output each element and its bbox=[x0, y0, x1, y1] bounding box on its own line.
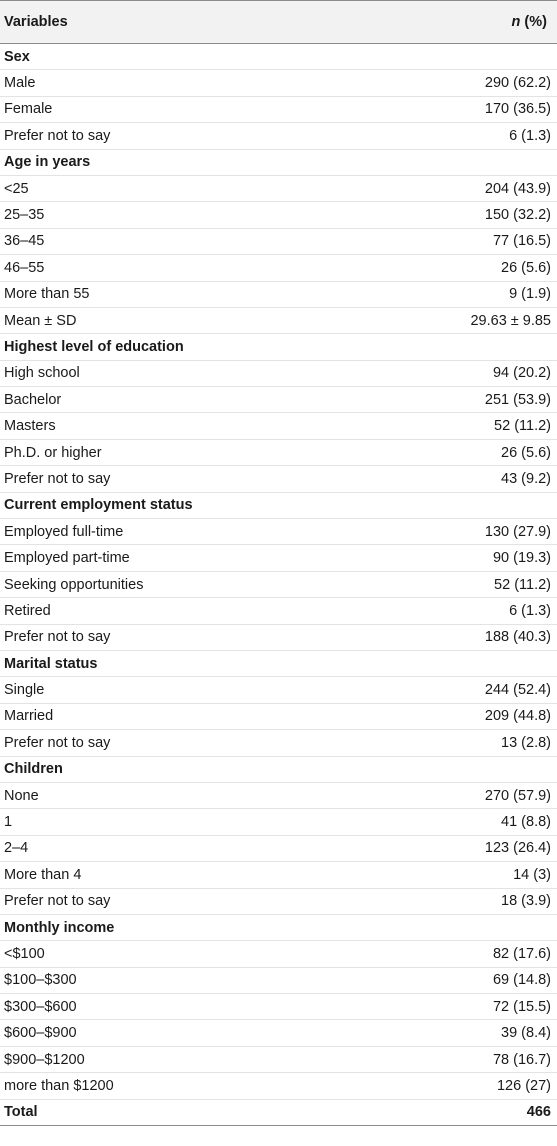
table-row bbox=[0, 466, 557, 492]
row-value: 69 (14.8) bbox=[492, 972, 551, 989]
row-value: 14 (3) bbox=[513, 866, 551, 883]
row-value: 82 (17.6) bbox=[492, 945, 551, 962]
row-label: <$100 bbox=[4, 945, 45, 962]
row-label: Monthly income bbox=[4, 919, 115, 936]
row-label: Prefer not to say bbox=[4, 470, 111, 487]
row-value: 43 (9.2) bbox=[501, 470, 551, 487]
section-header-row bbox=[0, 651, 557, 677]
total-row bbox=[0, 1100, 557, 1126]
section-header-row bbox=[0, 334, 557, 360]
section-header-row bbox=[0, 44, 557, 70]
row-label: $100–$300 bbox=[4, 972, 77, 989]
table-row bbox=[0, 1020, 557, 1046]
table-row bbox=[0, 70, 557, 96]
row-value: 72 (15.5) bbox=[492, 998, 551, 1015]
row-label: Prefer not to say bbox=[4, 893, 111, 910]
row-value: 244 (52.4) bbox=[484, 682, 551, 699]
row-label: Employed full-time bbox=[4, 523, 124, 540]
row-label: Prefer not to say bbox=[4, 629, 111, 646]
row-value: 270 (57.9) bbox=[484, 787, 551, 804]
table-row bbox=[0, 598, 557, 624]
table-row bbox=[0, 413, 557, 439]
table-row bbox=[0, 677, 557, 703]
table-row bbox=[0, 809, 557, 835]
row-value: 126 (27) bbox=[496, 1077, 551, 1094]
row-label: 36–45 bbox=[4, 233, 45, 250]
row-value: 13 (2.8) bbox=[501, 734, 551, 751]
row-value: 78 (16.7) bbox=[492, 1051, 551, 1068]
row-label: Marital status bbox=[4, 655, 98, 672]
row-label: $900–$1200 bbox=[4, 1051, 85, 1068]
row-label: Current employment status bbox=[4, 497, 193, 514]
row-label: 2–4 bbox=[4, 840, 29, 857]
table-row bbox=[0, 1047, 557, 1073]
table-row bbox=[0, 572, 557, 598]
row-value: 26 (5.6) bbox=[501, 259, 551, 276]
row-value: 466 bbox=[526, 1104, 551, 1121]
row-value: 26 (5.6) bbox=[501, 444, 551, 461]
table-row bbox=[0, 387, 557, 413]
row-label: Mean ± SD bbox=[4, 312, 77, 329]
table-row bbox=[0, 625, 557, 651]
row-value: 170 (36.5) bbox=[484, 101, 551, 118]
row-value: 9 (1.9) bbox=[509, 286, 551, 303]
header-n-percent bbox=[512, 14, 553, 30]
table-body bbox=[0, 44, 557, 1126]
row-label: None bbox=[4, 787, 39, 804]
row-value: 94 (20.2) bbox=[492, 365, 551, 382]
section-header-row bbox=[0, 493, 557, 519]
row-value: 209 (44.8) bbox=[484, 708, 551, 725]
row-label: <25 bbox=[4, 180, 29, 197]
table-row bbox=[0, 97, 557, 123]
row-label: Married bbox=[4, 708, 54, 725]
table-row bbox=[0, 176, 557, 202]
table-row bbox=[0, 836, 557, 862]
row-value: 204 (43.9) bbox=[484, 180, 551, 197]
row-label: Age in years bbox=[4, 154, 91, 171]
table-row bbox=[0, 1073, 557, 1099]
row-label: Prefer not to say bbox=[4, 734, 111, 751]
section-header-row bbox=[0, 757, 557, 783]
row-value: 123 (26.4) bbox=[484, 840, 551, 857]
header-variables: Variables bbox=[4, 14, 68, 30]
table-row bbox=[0, 255, 557, 281]
row-label: Highest level of education bbox=[4, 338, 184, 355]
row-label: Female bbox=[4, 101, 53, 118]
table-row bbox=[0, 704, 557, 730]
table-row bbox=[0, 730, 557, 756]
row-value: 29.63 ± 9.85 bbox=[470, 312, 551, 329]
row-label: $600–$900 bbox=[4, 1025, 77, 1042]
table-row bbox=[0, 440, 557, 466]
table-row bbox=[0, 968, 557, 994]
row-label: Single bbox=[4, 682, 45, 699]
row-label: Children bbox=[4, 761, 63, 778]
row-label: Total bbox=[4, 1104, 38, 1121]
header-n: n bbox=[511, 14, 521, 30]
row-value: 39 (8.4) bbox=[501, 1025, 551, 1042]
table-row bbox=[0, 862, 557, 888]
table-row bbox=[0, 545, 557, 571]
row-value: 188 (40.3) bbox=[484, 629, 551, 646]
table-row bbox=[0, 282, 557, 308]
row-label: Ph.D. or higher bbox=[4, 444, 102, 461]
row-value: 130 (27.9) bbox=[484, 523, 551, 540]
row-label: More than 4 bbox=[4, 866, 82, 883]
table-row bbox=[0, 889, 557, 915]
table-row bbox=[0, 783, 557, 809]
row-label: Bachelor bbox=[4, 391, 62, 408]
row-value: 290 (62.2) bbox=[484, 75, 551, 92]
row-label: 1 bbox=[4, 814, 13, 831]
row-label: $300–$600 bbox=[4, 998, 77, 1015]
row-label: more than $1200 bbox=[4, 1077, 114, 1094]
row-value: 251 (53.9) bbox=[484, 391, 551, 408]
row-value: 6 (1.3) bbox=[509, 602, 551, 619]
row-label: Retired bbox=[4, 602, 51, 619]
table-row bbox=[0, 361, 557, 387]
row-label: High school bbox=[4, 365, 80, 382]
row-label: 46–55 bbox=[4, 259, 45, 276]
row-value: 150 (32.2) bbox=[484, 207, 551, 224]
table-row bbox=[0, 123, 557, 149]
row-value: 90 (19.3) bbox=[492, 550, 551, 567]
row-value: 52 (11.2) bbox=[494, 418, 551, 435]
row-label: Sex bbox=[4, 48, 30, 65]
table-row bbox=[0, 941, 557, 967]
row-value: 52 (11.2) bbox=[494, 576, 551, 593]
table-header bbox=[0, 0, 557, 44]
row-label: Masters bbox=[4, 418, 56, 435]
row-value: 6 (1.3) bbox=[509, 127, 551, 144]
section-header-row bbox=[0, 915, 557, 941]
header-percent: (%) bbox=[520, 14, 547, 30]
row-label: Male bbox=[4, 75, 36, 92]
table-row bbox=[0, 308, 557, 334]
table-row bbox=[0, 229, 557, 255]
section-header-row bbox=[0, 150, 557, 176]
table-row bbox=[0, 202, 557, 228]
table-row bbox=[0, 994, 557, 1020]
row-label: Employed part-time bbox=[4, 550, 130, 567]
row-label: More than 55 bbox=[4, 286, 90, 303]
table-row bbox=[0, 519, 557, 545]
row-value: 18 (3.9) bbox=[501, 893, 551, 910]
row-label: Seeking opportunities bbox=[4, 576, 144, 593]
row-value: 41 (8.8) bbox=[501, 814, 551, 831]
row-label: Prefer not to say bbox=[4, 127, 111, 144]
row-value: 77 (16.5) bbox=[492, 233, 551, 250]
row-label: 25–35 bbox=[4, 207, 45, 224]
